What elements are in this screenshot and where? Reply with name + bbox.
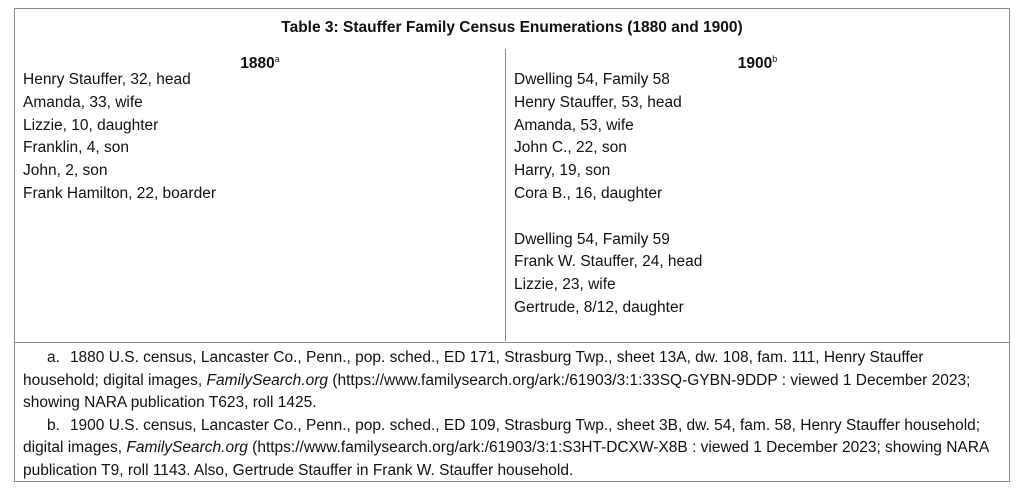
- footnote-text: 1880 U.S. census, Lancaster Co., Penn., pop. sched., ED 171, Strasburg Twp., sheet 13A, dw. 108, fam. 111, Henry Stauffer household; digital images,: [23, 349, 924, 389]
- footnote-marker: b.: [47, 416, 60, 434]
- footnote-site: FamilySearch.org: [206, 371, 329, 389]
- household-line: Harry, 19, son: [514, 162, 611, 180]
- dwelling-line: Dwelling 54, Family 59: [514, 230, 670, 248]
- footnote-mark-a: a: [274, 54, 280, 64]
- footnote-marker: a.: [47, 349, 60, 366]
- household-line: Henry Stauffer, 53, head: [514, 93, 682, 111]
- footnote-text: 1900 U.S. census, Lancaster Co., Penn., pop. sched., ED 109, Strasburg Twp., sheet 3B, dw. 54, fam. 58, Henry Stauffer household; digital images,: [23, 416, 981, 457]
- dwelling-line: Dwelling 54, Family 58: [514, 71, 670, 88]
- household-line: John, 2, son: [23, 162, 108, 180]
- household-line: Franklin, 4, son: [23, 139, 129, 157]
- spacer: [514, 206, 1009, 229]
- footnote-site: FamilySearch.org: [126, 439, 248, 457]
- column-1880: [15, 49, 506, 341]
- household-line: Henry Stauffer, 32, head: [23, 71, 191, 88]
- footnote-text: (https://www.familysearch.org/ark:/61903/3:1:33SQ-GYBN-9DDP : viewed 1 December 2023; showing NARA publication T623, roll 1425.: [23, 371, 971, 412]
- footnote-mark-b: b: [772, 54, 778, 64]
- column-header-1880: [23, 49, 505, 73]
- column-header-label: 1880: [240, 55, 275, 73]
- household-line: Frank Hamilton, 22, boarder: [23, 184, 216, 202]
- household-line: Lizzie, 23, wife: [514, 276, 616, 294]
- census-table: [14, 8, 1010, 482]
- household-line: Amanda, 53, wife: [514, 116, 634, 134]
- household-line: Lizzie, 10, daughter: [23, 116, 159, 134]
- household-line: Cora B., 16, daughter: [514, 184, 663, 202]
- household-line: Amanda, 33, wife: [23, 93, 143, 111]
- column-header-1900: [514, 49, 1009, 73]
- footnotes: [15, 342, 1009, 481]
- column-header-label: 1900: [737, 55, 773, 73]
- household-line: Gertrude, 8/12, daughter: [514, 298, 684, 316]
- household-line: Frank W. Stauffer, 24, head: [514, 253, 703, 271]
- column-1900: [506, 49, 1009, 341]
- footnote-text: (https://www.familysearch.org/ark:/61903/3:1:S3HT-DCXW-X8B : viewed 1 December 2023; showing NARA publication T9, roll 1143. Also, Gertrude Stauffer in Frank W. Stauffer household.: [23, 439, 989, 479]
- household-line: John C., 22, son: [514, 139, 627, 157]
- table-title: Table 3: Stauffer Family Census Enumerations (1880 and 1900): [281, 19, 743, 36]
- footnote-b: [23, 415, 1001, 483]
- footnote-a: [23, 347, 1001, 415]
